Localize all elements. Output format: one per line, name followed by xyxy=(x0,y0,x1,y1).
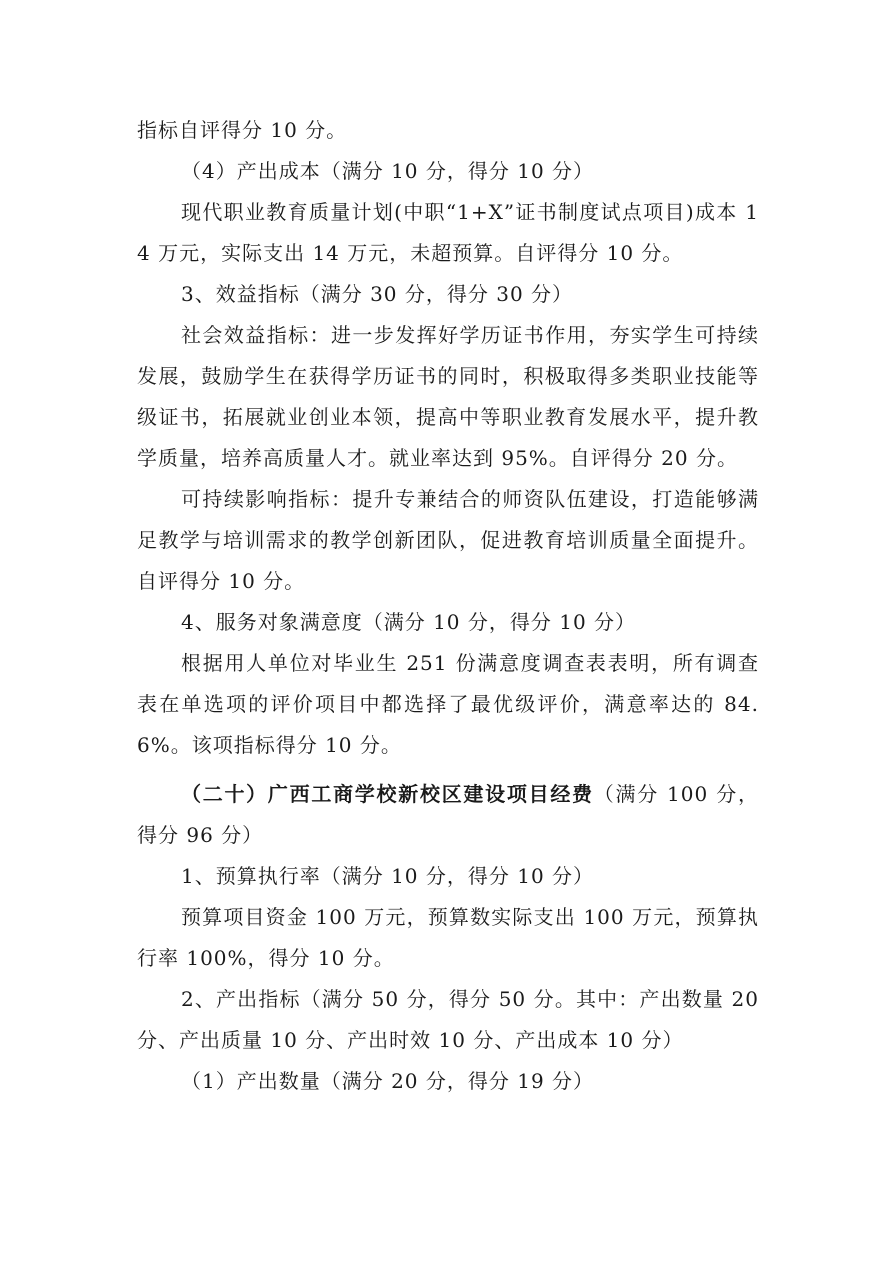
paragraph-sustainable-impact: 可持续影响指标：提升专兼结合的师资队伍建设，打造能够满足教学与培训需求的教学创新团队，促进教育培训质量全面提升。自评得分 10 分。 xyxy=(137,487,759,593)
section-heading-score: （满分 100 分，得分 96 分） xyxy=(137,782,760,847)
paragraph-score-summary: 指标自评得分 10 分。 xyxy=(137,118,348,142)
paragraph-benefit-heading: 3、效益指标（满分 30 分，得分 30 分） xyxy=(181,282,574,306)
paragraph-budget-rate-detail: 预算项目资金 100 万元，预算数实际支出 100 万元，预算执行率 100%，得分 10 分。 xyxy=(137,905,759,970)
paragraph-satisfaction-detail: 根据用人单位对毕业生 251 份满意度调查表表明，所有调查表在单选项的评价项目中都选择了最优级评价，满意率达的 84.6%。该项指标得分 10 分。 xyxy=(137,651,759,757)
paragraph-output-indicator-heading: 2、产出指标（满分 50 分，得分 50 分。其中：产出数量 20 分、产出质量 10 分、产出时效 10 分、产出成本 10 分） xyxy=(137,987,759,1052)
paragraph-satisfaction-heading: 4、服务对象满意度（满分 10 分，得分 10 分） xyxy=(181,610,637,634)
section-heading xyxy=(137,774,759,856)
paragraph-social-benefit: 社会效益指标：进一步发挥好学历证书作用，夯实学生可持续发展，鼓励学生在获得学历证书的同时，积极取得多类职业技能等级证书，拓展就业创业本领，提高中等职业教育发展水平，提升教学质量，培养高质量人才。就业率达到 95%。自评得分 20 分。 xyxy=(137,323,759,470)
section-heading-title: （二十）广西工商学校新校区建设项目经费 xyxy=(181,782,594,806)
document-body xyxy=(137,110,759,1102)
paragraph-budget-rate-heading: 1、预算执行率（满分 10 分，得分 10 分） xyxy=(181,864,595,888)
paragraph-output-cost-heading: （4）产出成本（满分 10 分，得分 10 分） xyxy=(181,159,595,183)
paragraph-output-cost-detail: 现代职业教育质量计划(中职“1+X”证书制度试点项目)成本 14 万元，实际支出 14 万元，未超预算。自评得分 10 分。 xyxy=(137,200,759,265)
paragraph-output-quantity-heading: （1）产出数量（满分 20 分，得分 19 分） xyxy=(181,1069,595,1093)
